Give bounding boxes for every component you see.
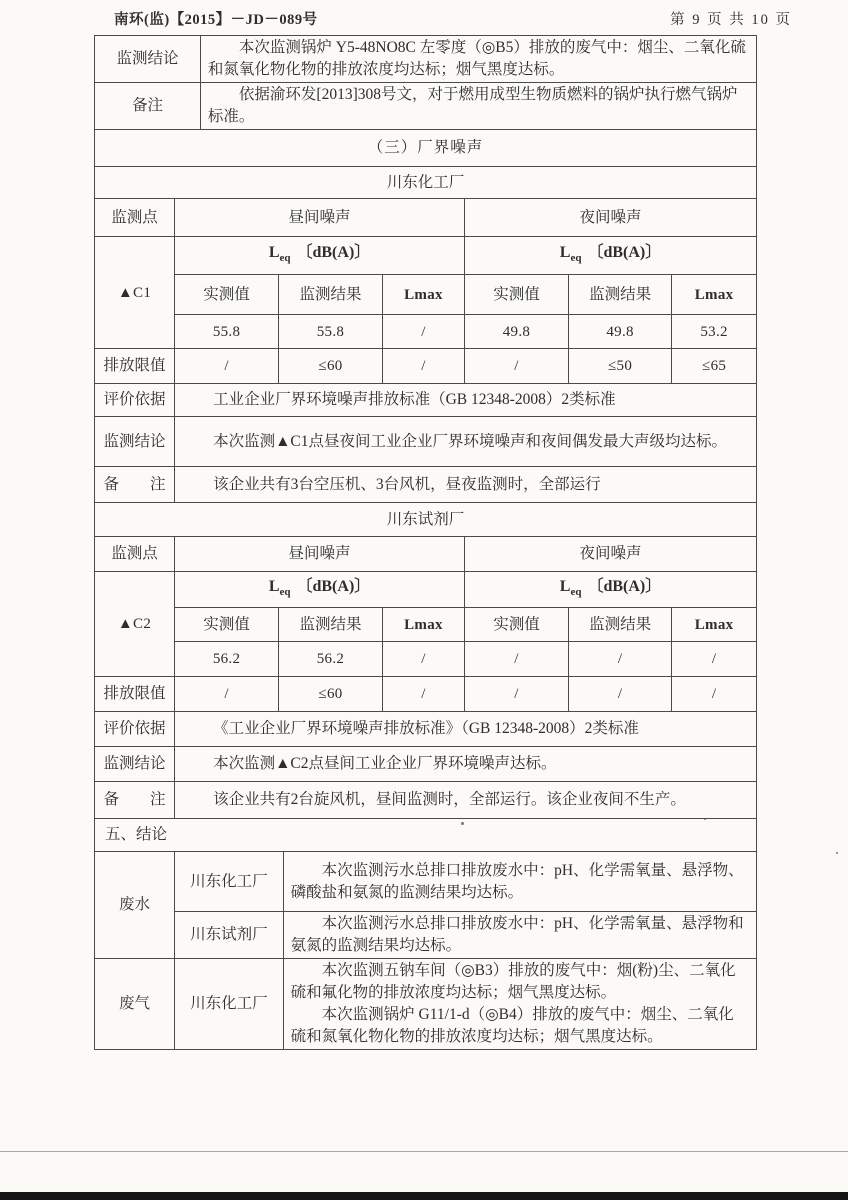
conclusion-text: 本次监测▲C1点昼夜间工业企业厂界环境噪声和夜间偶发最大声级均达标。: [175, 417, 757, 467]
limit-cell: ≤65: [672, 349, 757, 384]
wastewater-conclusion-text: 本次监测污水总排口排放废水中：pH、化学需氧量、悬浮物和氨氮的监测结果均达标。: [283, 912, 756, 959]
section-title: （三）厂界噪声: [95, 130, 757, 167]
value-cell: /: [568, 642, 671, 677]
row-label-note: 备注: [95, 83, 201, 130]
limit-cell: /: [175, 349, 279, 384]
table-row: [95, 782, 757, 819]
col-header-lmax: Lmax: [382, 608, 464, 642]
monitoring-point-id: ▲C2: [95, 572, 175, 677]
leq-header-night: $L_{eq}$ 〔dB(A)〕: [465, 237, 757, 275]
table-row: [95, 642, 757, 677]
scan-rule-line: [0, 1151, 848, 1152]
scan-speck: [461, 822, 464, 825]
col-header-result: 监测结果: [279, 275, 383, 315]
conclusion-text: 本次监测▲C2点昼间工业企业厂界环境噪声达标。: [175, 747, 757, 782]
col-header-measured: 实测值: [175, 608, 279, 642]
top-section-table: [94, 35, 757, 167]
value-cell: /: [382, 315, 464, 349]
doc-number: 南环(监)【2015】－JD－089号: [114, 12, 318, 28]
table-row: [95, 608, 757, 642]
scan-speck: [836, 852, 838, 854]
value-cell: 49.8: [465, 315, 569, 349]
point-label: 监测点: [95, 199, 175, 237]
conclusion-section-table: [94, 818, 757, 1050]
col-header-measured: 实测值: [465, 275, 569, 315]
note-text: 依据渝环发[2013]308号文，对于燃用成型生物质燃料的锅炉执行燃气锅炉标准。: [200, 83, 756, 130]
col-header-lmax: Lmax: [672, 275, 757, 315]
report-table: [94, 35, 757, 1050]
col-header-result: 监测结果: [279, 608, 383, 642]
limit-label: 排放限值: [95, 677, 175, 712]
basis-label: 评价依据: [95, 712, 175, 747]
table-row: [95, 83, 757, 130]
conclusion-section-title: 五、结论: [95, 819, 757, 852]
basis-text: 《工业企业厂界环境噪声排放标准》（GB 12348-2008）2类标准: [175, 712, 757, 747]
factory-name: 川东试剂厂: [175, 912, 284, 959]
table-row: [95, 959, 757, 1050]
limit-cell: /: [465, 677, 569, 712]
table-row: [95, 747, 757, 782]
limit-cell: ≤60: [279, 677, 383, 712]
limit-cell: ≤60: [279, 349, 383, 384]
limit-cell: ≤50: [568, 349, 671, 384]
col-header-result: 监测结果: [568, 275, 671, 315]
col-header-measured: 实测值: [175, 275, 279, 315]
factory-name: 川东试剂厂: [95, 503, 757, 537]
leq-header-day: $L_{eq}$ 〔dB(A)〕: [175, 237, 465, 275]
table-row: [95, 912, 757, 959]
table-row: [95, 712, 757, 747]
table-row: [95, 417, 757, 467]
conclusion-text: 本次监测锅炉 Y5-48NO8C 左零度（◎B5）排放的废气中：烟尘、二氧化硫和氮氧化物化物的排放浓度均达标；烟气黑度达标。: [200, 36, 756, 83]
night-noise-header: 夜间噪声: [465, 537, 757, 572]
table-row: [95, 237, 757, 275]
table-row: [95, 384, 757, 417]
factory-name: 川东化工厂: [95, 167, 757, 199]
gas-conclusion-text: 本次监测五钠车间（◎B3）排放的废气中：烟(粉)尘、二氧化硫和氟化物的排放浓度均达标；烟气黑度达标。 本次监测锅炉 G11/1-d（◎B4）排放的废气中：烟尘、二氧化硫和氮氧化物化物的排放浓度均达标；烟气黑度达标。: [283, 959, 756, 1050]
scan-speck: [704, 818, 706, 820]
value-cell: /: [465, 642, 569, 677]
table-row: [95, 315, 757, 349]
table-row: [95, 503, 757, 537]
table-row: [95, 537, 757, 572]
factory-name: 川东化工厂: [175, 959, 284, 1050]
table-row: [95, 852, 757, 912]
factory-name: 川东化工厂: [175, 852, 284, 912]
wastewater-conclusion-text: 本次监测污水总排口排放废水中：pH、化学需氧量、悬浮物、磷酸盐和氨氮的监测结果均达标。: [283, 852, 756, 912]
value-cell: 55.8: [175, 315, 279, 349]
note-label: 备 注: [95, 467, 175, 503]
value-cell: 56.2: [175, 642, 279, 677]
value-cell: /: [382, 642, 464, 677]
value-cell: 55.8: [279, 315, 383, 349]
category-gas: 废气: [95, 959, 175, 1050]
limit-cell: /: [175, 677, 279, 712]
row-label-conclusion: 监测结论: [95, 36, 201, 83]
note-text: 该企业共有3台空压机、3台风机，昼夜监测时，全部运行: [175, 467, 757, 503]
leq-header-day: $L_{eq}$ 〔dB(A)〕: [175, 572, 465, 608]
day-noise-header: 昼间噪声: [175, 199, 465, 237]
night-noise-header: 夜间噪声: [465, 199, 757, 237]
col-header-lmax: Lmax: [382, 275, 464, 315]
table-row: [95, 677, 757, 712]
table-row: [95, 36, 757, 83]
value-cell: /: [672, 642, 757, 677]
table-row: [95, 167, 757, 199]
basis-label: 评价依据: [95, 384, 175, 417]
limit-cell: /: [382, 349, 464, 384]
limit-cell: /: [672, 677, 757, 712]
noise-table-c2: [94, 502, 757, 819]
scan-edge-bar: [0, 1192, 848, 1200]
monitoring-point-id: ▲C1: [95, 237, 175, 349]
conclusion-label: 监测结论: [95, 417, 175, 467]
note-label: 备 注: [95, 782, 175, 819]
day-noise-header: 昼间噪声: [175, 537, 465, 572]
col-header-lmax: Lmax: [672, 608, 757, 642]
limit-cell: /: [568, 677, 671, 712]
value-cell: 56.2: [279, 642, 383, 677]
leq-header-night: $L_{eq}$ 〔dB(A)〕: [465, 572, 757, 608]
noise-table-c1: [94, 166, 757, 503]
table-row: [95, 467, 757, 503]
table-row: [95, 275, 757, 315]
basis-text: 工业企业厂界环境噪声排放标准（GB 12348-2008）2类标准: [175, 384, 757, 417]
page-indicator: 第 9 页 共 10 页: [670, 12, 792, 28]
limit-cell: /: [382, 677, 464, 712]
col-header-measured: 实测值: [465, 608, 569, 642]
value-cell: 53.2: [672, 315, 757, 349]
table-row: [95, 349, 757, 384]
point-label: 监测点: [95, 537, 175, 572]
category-wastewater: 废水: [95, 852, 175, 959]
table-row: [95, 572, 757, 608]
conclusion-label: 监测结论: [95, 747, 175, 782]
col-header-result: 监测结果: [568, 608, 671, 642]
limit-cell: /: [465, 349, 569, 384]
page-header: [114, 8, 794, 29]
value-cell: 49.8: [568, 315, 671, 349]
limit-label: 排放限值: [95, 349, 175, 384]
note-text: 该企业共有2台旋风机，昼间监测时，全部运行。该企业夜间不生产。: [175, 782, 757, 819]
table-row: [95, 199, 757, 237]
table-row: [95, 819, 757, 852]
table-row: [95, 130, 757, 167]
